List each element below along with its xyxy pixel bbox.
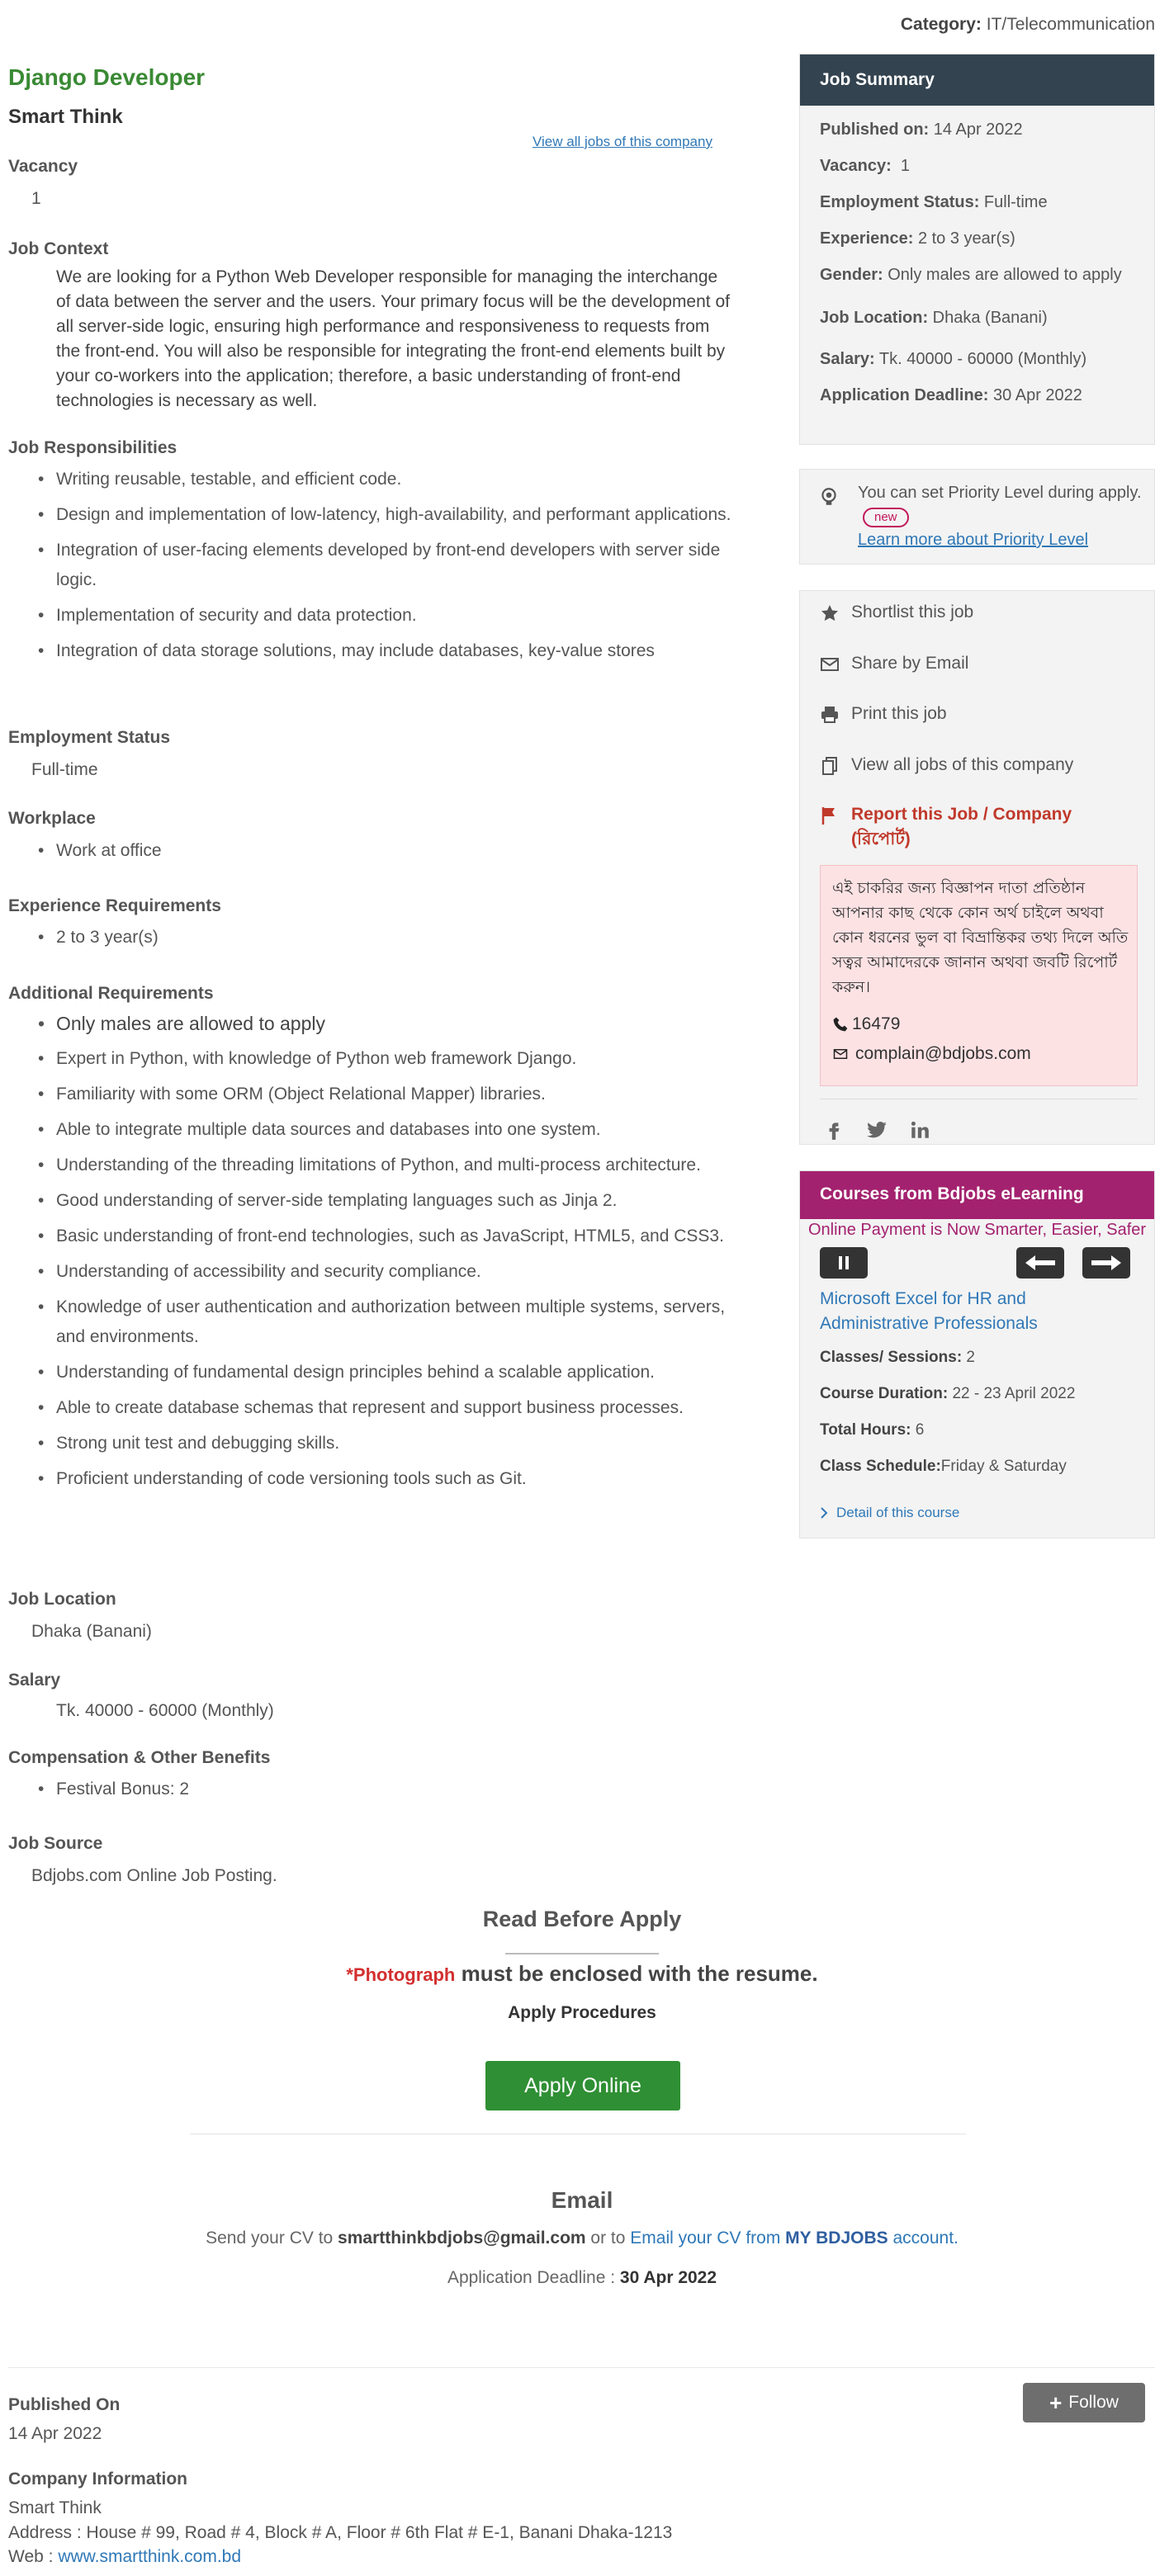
priority-text: You can set Priority Level during apply.: [858, 484, 1142, 502]
summary-value: Only males are allowed to apply: [883, 266, 1122, 284]
list-item: • Design and implementation of low-latency, high-availability, and performant applications.: [31, 500, 737, 530]
view-all-jobs-action[interactable]: [820, 755, 1073, 776]
summary-row: [820, 229, 1015, 248]
course-row: [820, 1421, 924, 1439]
workplace-heading: Workplace: [8, 809, 96, 828]
courses-heading: Courses from Bdjobs eLearning: [800, 1171, 1154, 1219]
summary-value: Full-time: [979, 193, 1048, 211]
category-value: IT/Telecommunication: [986, 15, 1155, 34]
job-location-value: Dhaka (Banani): [31, 1622, 152, 1641]
course-name-link[interactable]: Microsoft Excel for HR and Administrative Professionals: [820, 1289, 1038, 1333]
additional-heading: Additional Requirements: [8, 984, 214, 1003]
photograph-notice: [0, 1961, 1155, 1987]
facebook-icon[interactable]: [823, 1119, 845, 1141]
course-row: [820, 1385, 1075, 1403]
summary-value: Dhaka (Banani): [928, 309, 1048, 327]
star-icon: [820, 603, 840, 623]
next-button[interactable]: [1082, 1247, 1130, 1279]
summary-row: [820, 309, 1048, 328]
summary-row: [820, 193, 1048, 212]
company-website-link[interactable]: www.smartthink.com.bd: [58, 2547, 242, 2566]
report-warning-text: এই চাকরির জন্য বিজ্ঞাপন দাতা প্রতিষ্ঠান আপনার কাছ থেকে কোন অর্থ চাইলে অথবা কোন ধরনের ভুল বা বিভ্রান্তিকর তথ্য দিলে অতি সত্বর আমাদেরকে জানান অথবা জবটি রিপোর্ট করুন।: [832, 879, 1129, 996]
summary-row: [820, 157, 910, 176]
report-phone-number: 16479: [852, 1014, 901, 1033]
course-row-value: Friday & Saturday: [940, 1458, 1067, 1475]
salary-heading: Salary: [8, 1671, 61, 1690]
divider: [505, 1953, 659, 1954]
chevron-right-icon: [820, 1507, 828, 1519]
summary-row: [820, 350, 1086, 369]
deadline-value: 30 Apr 2022: [619, 2268, 717, 2287]
summary-row: [820, 121, 1023, 139]
list-item: • 2 to 3 year(s): [31, 923, 737, 952]
linkedin-icon[interactable]: [909, 1119, 930, 1141]
print-label: Print this job: [851, 704, 947, 723]
list-item: • Basic understanding of front-end technologies, such as JavaScript, HTML5, and CSS3.: [31, 1222, 737, 1251]
envelope-icon: [832, 1047, 849, 1061]
email-instructions: [0, 2229, 1155, 2248]
envelope-icon: [820, 655, 840, 674]
list-item: • Only males are allowed to apply: [31, 1009, 737, 1038]
course-row: [820, 1349, 975, 1367]
course-row-value: 6: [911, 1421, 925, 1439]
course-row-label: Classes/ Sessions:: [820, 1349, 963, 1366]
vacancy-value: 1: [31, 189, 41, 208]
summary-label: Published on:: [820, 121, 930, 139]
plus-icon: +: [1049, 2390, 1063, 2415]
summary-label: Experience:: [820, 229, 914, 248]
pause-button[interactable]: [820, 1247, 868, 1279]
responsibilities-list: [31, 465, 737, 666]
report-email: [832, 1044, 1031, 1064]
share-email-action[interactable]: [820, 654, 968, 674]
print-action[interactable]: [820, 704, 947, 725]
summary-value: 14 Apr 2022: [929, 121, 1023, 139]
job-summary-heading: Job Summary: [800, 54, 1154, 106]
published-on-value: 14 Apr 2022: [8, 2424, 102, 2443]
shortlist-action[interactable]: [820, 603, 973, 623]
new-badge: new: [863, 508, 909, 527]
company-address: Address : House # 99, Road # 4, Block # A, Floor # 6th Flat # E-1, Banani Dhaka-1213: [8, 2523, 673, 2542]
course-row-label: Class Schedule:: [820, 1458, 941, 1475]
summary-value: 2 to 3 year(s): [913, 229, 1015, 248]
course-detail-label: Detail of this course: [836, 1505, 960, 1520]
summary-value: Tk. 40000 - 60000 (Monthly): [874, 350, 1087, 368]
job-summary-panel: [799, 54, 1155, 445]
flag-icon: [820, 806, 840, 825]
employment-status-heading: Employment Status: [8, 728, 171, 747]
shortlist-label: Shortlist this job: [851, 603, 974, 622]
published-on-heading: Published On: [8, 2395, 121, 2414]
list-item: • Able to integrate multiple data sources and databases into one system.: [31, 1115, 737, 1145]
view-all-jobs-label: View all jobs of this company: [851, 755, 1074, 774]
summary-label: Employment Status:: [820, 193, 980, 211]
list-item: • Strong unit test and debugging skills.: [31, 1429, 737, 1458]
deadline-label: Application Deadline :: [447, 2268, 620, 2287]
job-context-text: We are looking for a Python Web Developer responsible for managing the interchange of data between the server and the users. Your primary focus will be the development of all server-side logic, ensuring high performance and responsiveness to requests from the front-end. You will also be responsible for integrating the front-end elements built by your co-workers into the application; therefore, a basic understanding of front-end technologies is necessary as well.: [56, 267, 730, 410]
job-title: Django Developer: [8, 64, 206, 90]
or-to-text: or to: [585, 2229, 631, 2248]
list-item: • Familiarity with some ORM (Object Relational Mapper) libraries.: [31, 1080, 737, 1109]
employment-status-value: Full-time: [31, 760, 98, 779]
arrow-left-icon: [1024, 1254, 1057, 1272]
web-label: Web :: [8, 2547, 59, 2566]
follow-button[interactable]: [1023, 2383, 1145, 2422]
send-cv-text: Send your CV to: [206, 2229, 338, 2248]
list-item: • Work at office: [31, 836, 737, 866]
job-location-heading: Job Location: [8, 1590, 116, 1609]
summary-label: Gender:: [820, 266, 883, 284]
courses-panel: [799, 1170, 1155, 1539]
list-item: • Expert in Python, with knowledge of Python web framework Django.: [31, 1044, 737, 1074]
company-info-name: Smart Think: [8, 2498, 102, 2517]
copy-icon: [820, 756, 840, 776]
company-information-heading: Company Information: [8, 2470, 188, 2489]
apply-procedures-heading: Apply Procedures: [508, 2003, 656, 2022]
company-web: [8, 2545, 241, 2569]
list-item: • Integration of data storage solutions, may include databases, key-value stores: [31, 636, 737, 666]
my-bdjobs-text: MY BDJOBS: [785, 2229, 888, 2248]
apply-email-address: smartthinkbdjobs@gmail.com: [338, 2229, 586, 2248]
priority-text-wrap: [858, 481, 1143, 529]
arrow-right-icon: [1090, 1254, 1123, 1272]
phone-icon: [832, 1016, 849, 1033]
summary-value: 1: [891, 157, 910, 175]
summary-label: Job Location:: [820, 309, 929, 327]
summary-label: Vacancy:: [820, 157, 892, 175]
course-detail-link[interactable]: [820, 1505, 959, 1521]
summary-row: [820, 266, 1122, 285]
report-job-action[interactable]: [820, 802, 1134, 852]
view-all-jobs-link[interactable]: View all jobs of this company: [533, 134, 712, 149]
list-item: • Integration of user-facing elements developed by front-end developers with server side logic.: [31, 536, 737, 595]
photograph-label: *Photograph: [346, 1964, 456, 1985]
list-item: • Implementation of security and data protection.: [31, 601, 737, 631]
report-phone: [832, 1014, 900, 1034]
job-source-heading: Job Source: [8, 1834, 103, 1853]
report-email-address: complain@bdjobs.com: [855, 1044, 1031, 1063]
category-line: [901, 15, 1155, 35]
course-row: [820, 1458, 1067, 1476]
read-before-apply-heading: Read Before Apply: [482, 1907, 682, 1931]
workplace-list: [31, 836, 737, 866]
course-row-value: 22 - 23 April 2022: [948, 1385, 1076, 1402]
course-row-value: 2: [962, 1349, 976, 1366]
lightbulb-icon: [818, 486, 840, 508]
apply-online-button[interactable]: Apply Online: [485, 2061, 680, 2110]
list-item: • Understanding of fundamental design principles behind a scalable application.: [31, 1358, 737, 1387]
company-name: Smart Think: [8, 106, 123, 128]
additional-list: [31, 1009, 737, 1494]
twitter-icon[interactable]: [866, 1119, 888, 1141]
salary-value: Tk. 40000 - 60000 (Monthly): [56, 1701, 274, 1720]
benefits-heading: Compensation & Other Benefits: [8, 1748, 271, 1767]
printer-icon: [820, 705, 840, 725]
report-label: Report this Job / Company (রিপোর্ট): [851, 805, 1072, 848]
email-heading: Email: [551, 2187, 613, 2213]
job-source-value: Bdjobs.com Online Job Posting.: [31, 1866, 277, 1885]
category-label: Category:: [900, 15, 982, 34]
application-deadline: [0, 2268, 1155, 2288]
summary-label: Salary:: [820, 350, 875, 368]
list-item: • Understanding of the threading limitations of Python, and multi-process architecture.: [31, 1151, 737, 1180]
list-item: • Good understanding of server-side templating languages such as Jinja 2.: [31, 1186, 737, 1216]
job-context-heading: Job Context: [8, 239, 109, 258]
previous-button[interactable]: [1016, 1247, 1064, 1279]
email-cv-from-text: Email your CV from: [630, 2229, 786, 2248]
list-item: • Understanding of accessibility and security compliance.: [31, 1257, 737, 1287]
payment-marquee: Online Payment is Now Smarter, Easier, Safer: [808, 1221, 1147, 1239]
priority-level-panel: [799, 469, 1155, 565]
list-item: • Knowledge of user authentication and authorization between multiple systems, servers, and environments.: [31, 1293, 737, 1352]
job-actions-panel: [799, 590, 1155, 1145]
responsibilities-heading: Job Responsibilities: [8, 438, 178, 457]
divider: [8, 2367, 1155, 2368]
course-row-label: Course Duration:: [820, 1385, 949, 1402]
email-cv-link[interactable]: [630, 2229, 959, 2248]
follow-label: Follow: [1068, 2393, 1119, 2412]
photograph-text: must be enclosed with the resume.: [455, 1961, 818, 1986]
summary-value: 30 Apr 2022: [988, 386, 1082, 404]
list-item: • Festival Bonus: 2: [31, 1775, 737, 1804]
vacancy-heading: Vacancy: [8, 157, 78, 176]
list-item: • Able to create database schemas that represent and support business processes.: [31, 1393, 737, 1423]
share-email-label: Share by Email: [851, 654, 969, 673]
priority-learn-more-link[interactable]: Learn more about Priority Level: [858, 531, 1089, 549]
experience-list: [31, 923, 737, 952]
account-text: account.: [888, 2229, 959, 2248]
list-item: • Proficient understanding of code versioning tools such as Git.: [31, 1464, 737, 1494]
pause-icon: [835, 1255, 852, 1271]
experience-heading: Experience Requirements: [8, 896, 221, 915]
summary-label: Application Deadline:: [820, 386, 989, 404]
course-row-label: Total Hours:: [820, 1421, 911, 1439]
list-item: • Writing reusable, testable, and efficient code.: [31, 465, 737, 494]
benefits-list: [31, 1775, 737, 1804]
report-info-box: [820, 865, 1138, 1086]
summary-row: [820, 386, 1082, 405]
